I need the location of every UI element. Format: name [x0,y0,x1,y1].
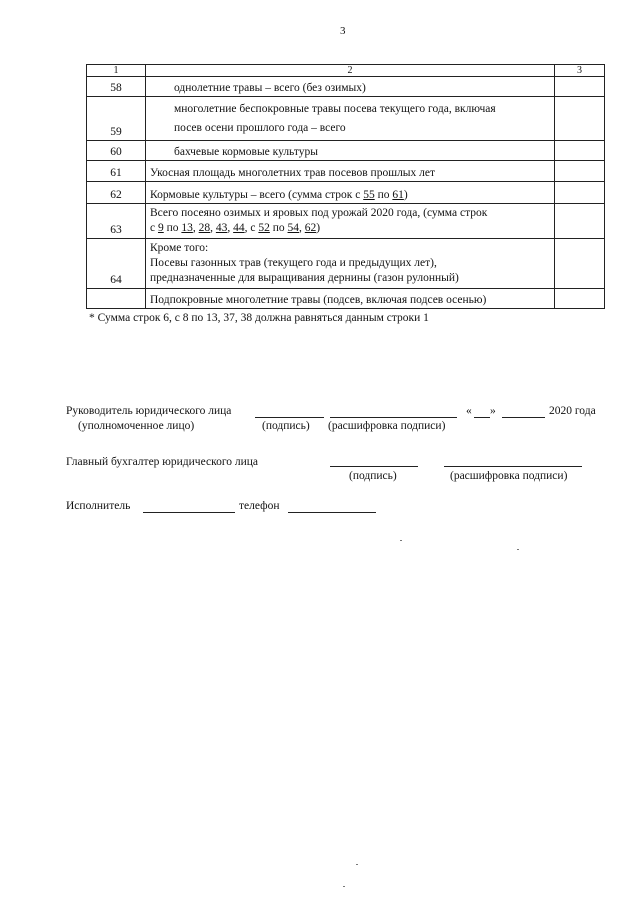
value-cell [555,289,605,309]
line-ref: 61 [392,189,404,201]
row-number: 61 [87,161,146,182]
row-description [146,97,555,141]
table-row [87,204,605,239]
head-decode-caption: (расшифровка подписи) [328,420,446,432]
executor-line[interactable] [143,512,235,513]
row-line: предназначенные для выращивания дернины (газон рулонный) [150,272,459,284]
head-decode-line[interactable] [330,417,457,418]
row-text: Кормовые культуры – всего (сумма строк с [150,189,364,201]
line-ref: 28 [198,222,211,234]
table-row [87,239,605,289]
line-ref: 9 [157,222,164,234]
date-open-quote: « [466,405,472,417]
table-row [87,289,605,309]
row-number: 63 [87,204,146,239]
value-cell [555,141,605,161]
row-text: ) [403,189,408,201]
line-ref: 44 [233,222,245,234]
row-text: , [299,222,305,234]
row-number: 60 [87,141,146,161]
scan-speck [517,549,519,550]
date-day-line[interactable] [474,417,490,418]
header-col-1: 1 [87,65,146,77]
head-sub-label: (уполномоченное лицо) [78,420,195,432]
row-text: с [150,222,158,234]
value-cell [555,97,605,141]
footnote: * Сумма строк 6, с 8 по 13, 37, 38 должна равняться данным строки 1 [89,312,429,324]
row-number: 62 [87,182,146,204]
value-cell [555,182,605,204]
row-description [146,204,555,239]
value-cell [555,239,605,289]
scan-speck [356,864,358,865]
row-number: 59 [87,97,146,141]
row-line: посев осени прошлого года – всего [174,122,346,134]
row-line: Кроме того: [150,242,209,254]
row-text: , [192,222,199,234]
row-text: ) [316,222,321,234]
row-description: бахчевые кормовые культуры [146,141,555,161]
row-number: 64 [87,239,146,289]
line-ref: 54 [287,222,300,234]
line-ref: 43 [215,222,228,234]
head-label: Руководитель юридического лица [66,405,232,417]
accountant-decode-line[interactable] [444,466,582,467]
accountant-sign-caption: (подпись) [349,470,397,482]
row-text: , [227,222,234,234]
row-description [146,239,555,289]
row-line: Всего посеяно озимых и яровых под урожай 2020 года, (сумма строк [150,207,488,219]
value-cell [555,161,605,182]
scan-speck [343,886,345,887]
row-text: , с [244,222,259,234]
row-line: Посевы газонных трав (текущего года и предыдущих лет), [150,257,437,269]
accountant-signature-line[interactable] [330,466,418,467]
line-ref: 55 [363,189,375,201]
table-row [87,97,605,141]
line-ref: 62 [304,222,317,234]
row-line [150,221,550,236]
table-header-row [87,65,605,77]
phone-line[interactable] [288,512,376,513]
table-row [87,141,605,161]
form-table [86,64,605,309]
header-col-2: 2 [146,65,555,77]
row-text: по [374,189,393,201]
row-description: Укосная площадь многолетних трав посевов прошлых лет [146,161,555,182]
row-text: по [269,222,288,234]
value-cell [555,204,605,239]
row-description: Подпокровные многолетние травы (подсев, включая подсев осенью) [146,289,555,309]
row-description: однолетние травы – всего (без озимых) [146,77,555,97]
head-signature-line[interactable] [255,417,324,418]
row-line: многолетние беспокровные травы посева текущего года, включая [174,103,496,115]
value-cell [555,77,605,97]
phone-label: телефон [239,500,280,512]
date-month-line[interactable] [502,417,545,418]
accountant-label: Главный бухгалтер юридического лица [66,456,259,468]
head-sign-caption: (подпись) [262,420,310,432]
scan-speck [400,540,402,541]
table-row [87,182,605,204]
row-number: 58 [87,77,146,97]
table-row [87,77,605,97]
row-description [146,182,555,204]
line-ref: 52 [258,222,270,234]
line-ref: 13 [181,222,193,234]
table-row [87,161,605,182]
year-label: 2020 года [549,405,596,417]
executor-label: Исполнитель [66,500,131,512]
accountant-decode-caption: (расшифровка подписи) [450,470,568,482]
page-number: 3 [340,25,346,37]
row-text: по [163,222,182,234]
row-number [87,289,146,309]
header-col-3: 3 [555,65,605,77]
row-text: , [210,222,216,234]
date-close-quote: » [490,405,496,417]
